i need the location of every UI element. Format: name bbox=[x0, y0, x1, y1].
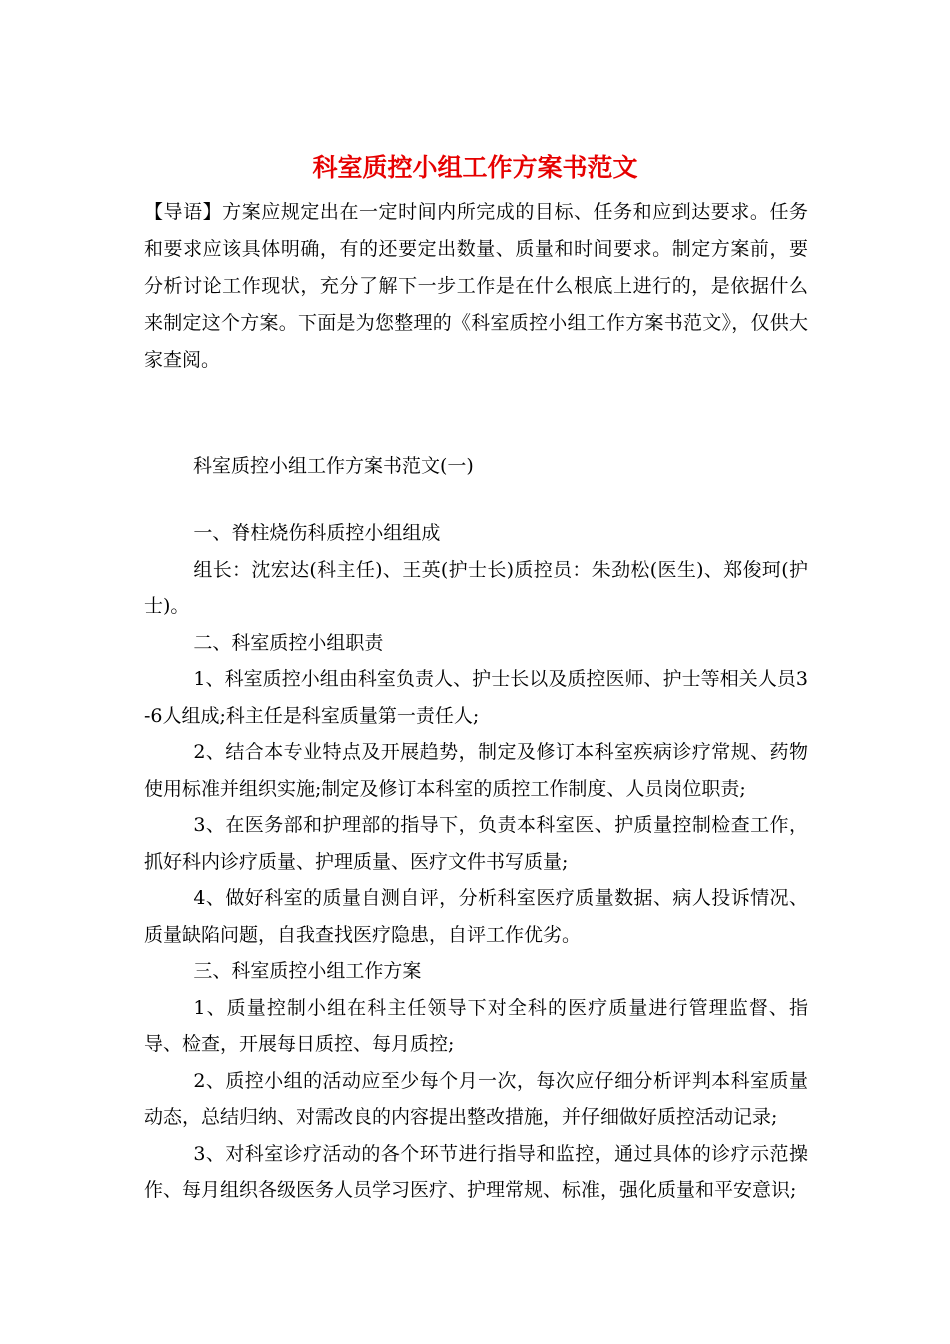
paragraph-duty-2: 2、结合本专业特点及开展趋势，制定及修订本科室疾病诊疗常规、药物使用标准并组织实施;制定及修订本科室的质控工作制度、人员岗位职责; bbox=[144, 741, 808, 800]
document-body bbox=[144, 515, 808, 1209]
section-subtitle: 科室质控小组工作方案书范文(一) bbox=[193, 455, 474, 477]
paragraph-duty-3: 3、在医务部和护理部的指导下，负责本科室医、护质量控制检查工作，抓好科内诊疗质量、护理质量、医疗文件书写质量; bbox=[144, 814, 808, 873]
intro-paragraph: 【导语】方案应规定出在一定时间内所完成的目标、任务和应到达要求。任务和要求应该具体明确，有的还要定出数量、质量和时间要求。制定方案前，要分析讨论工作现状，充分了解下一步工作是在什么根底上进行的，是依据什么来制定这个方案。下面是为您整理的《科室质控小组工作方案书范文》，仅供大家查阅。 bbox=[144, 201, 808, 371]
heading-work-plan: 三、科室质控小组工作方案 bbox=[193, 960, 422, 982]
heading-team-composition: 一、脊柱烧伤科质控小组组成 bbox=[193, 522, 441, 544]
heading-team-duties: 二、科室质控小组职责 bbox=[193, 631, 384, 654]
paragraph-duty-4: 4、做好科室的质量自测自评，分析科室医疗质量数据、病人投诉情况、质量缺陷问题，自我查找医疗隐患，自评工作优劣。 bbox=[144, 887, 808, 946]
paragraph-plan-1: 1、质量控制小组在科主任领导下对全科的医疗质量进行管理监督、指导、检查，开展每日质控、每月质控; bbox=[144, 996, 808, 1055]
paragraph-plan-2: 2、质控小组的活动应至少每个月一次，每次应仔细分析评判本科室质量动态，总结归纳、对需改良的内容提出整改措施，并仔细做好质控活动记录; bbox=[144, 1069, 808, 1128]
paragraph-plan-3: 3、对科室诊疗活动的各个环节进行指导和监控，通过具体的诊疗示范操作、每月组织各级医务人员学习医疗、护理常规、标准，强化质量和平安意识; bbox=[144, 1142, 808, 1201]
paragraph-duty-1: 1、科室质控小组由科室负责人、护士长以及质控医师、护士等相关人员3-6人组成;科主任是科室质量第一责任人; bbox=[144, 668, 808, 727]
paragraph-team-members: 组长：沈宏达(科主任)、王英(护士长)质控员：朱劲松(医生)、郑俊珂(护士)。 bbox=[144, 558, 808, 617]
document-title: 科室质控小组工作方案书范文 bbox=[312, 153, 638, 182]
